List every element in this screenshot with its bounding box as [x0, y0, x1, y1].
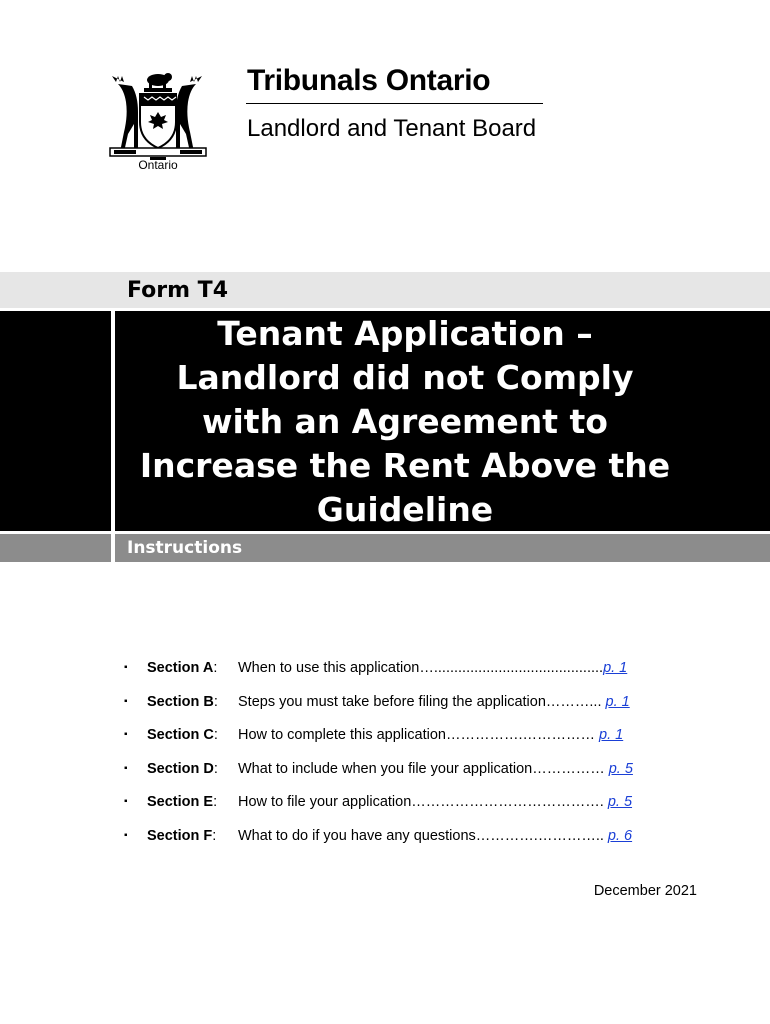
bullet-icon: ▪: [124, 829, 128, 841]
toc-section: Section D:: [147, 760, 218, 777]
toc-section: Section C:: [147, 727, 218, 743]
header-divider: [246, 103, 543, 104]
form-label-band: [0, 272, 770, 308]
bullet-icon: ▪: [124, 662, 128, 673]
form-title: [115, 312, 695, 532]
toc-section-label: Section E: [147, 794, 214, 810]
form-label: Form T4: [127, 278, 228, 303]
org-subtitle: Landlord and Tenant Board: [247, 115, 537, 142]
form-title-line: Tenant Application –: [217, 314, 593, 353]
bullet-icon: ▪: [124, 729, 128, 740]
toc-item: [124, 794, 684, 828]
form-title-line: with an Agreement to: [202, 402, 608, 441]
org-title: Tribunals Ontario: [247, 64, 491, 97]
toc-description: What to include when you file your application…………… p. 5: [238, 760, 633, 777]
toc-section-label: Section F: [147, 827, 213, 844]
bullet-icon: ▪: [124, 762, 128, 774]
toc-description: Steps you must take before filing the application………... p. 1: [238, 693, 630, 710]
toc-item: [124, 761, 684, 795]
toc-description: How to complete this application…………….…………… p. 1: [238, 727, 624, 743]
toc-section-label: Section B: [147, 693, 214, 710]
toc-item: [124, 828, 684, 862]
instructions-band-left: [0, 534, 111, 562]
toc-description: How to file your application…………………………………. p. 5: [238, 794, 633, 810]
crest-caption: Ontario: [138, 158, 178, 172]
form-title-line: Landlord did not Comply: [176, 358, 634, 397]
toc-page-link[interactable]: p. 1: [605, 693, 630, 710]
toc-page-link[interactable]: p. 5: [607, 794, 633, 810]
title-band-left: [0, 311, 111, 531]
toc-description: When to use this application…..........................................p. 1: [238, 660, 628, 676]
toc-item: [124, 727, 684, 761]
instructions-label: Instructions: [127, 538, 243, 558]
toc-description: What to do if you have any questions………….………….. p. 6: [238, 827, 633, 844]
toc-page-link[interactable]: p. 1: [599, 727, 624, 743]
bullet-icon: ▪: [124, 695, 128, 707]
toc-section-label: Section C: [147, 727, 214, 743]
bullet-icon: ▪: [124, 796, 128, 807]
form-title-line: Increase the Rent Above the: [139, 446, 671, 485]
publication-date: December 2021: [593, 883, 697, 899]
toc-item: [124, 694, 684, 728]
toc-section: Section E:: [147, 794, 218, 810]
form-title-line: Guideline: [316, 490, 494, 529]
toc-page-link[interactable]: p. 5: [608, 760, 633, 777]
toc-page-link[interactable]: p. 6: [607, 827, 633, 844]
toc-section-label: Section D: [147, 760, 214, 777]
toc-section: Section A:: [147, 660, 218, 676]
toc-section-label: Section A: [147, 660, 214, 676]
toc-section: Section B:: [147, 693, 218, 710]
toc-section: Section F:: [147, 827, 217, 844]
table-of-contents: [124, 660, 684, 861]
toc-item: [124, 660, 684, 694]
toc-page-link[interactable]: p. 1: [603, 660, 628, 676]
